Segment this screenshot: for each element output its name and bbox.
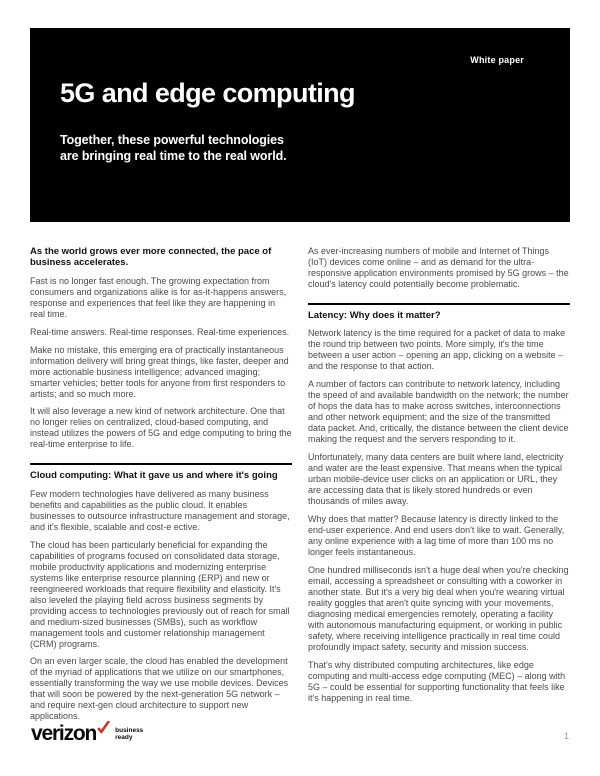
section-divider	[308, 303, 570, 305]
section-heading: Cloud computing: What it gave us and where it's going	[30, 470, 278, 482]
paragraph: Network latency is the time required for a packet of data to make the round trip between two points. More simply, it's the time between a user action – opening an app, clicking on a website – and the response to that action.	[308, 328, 566, 372]
verizon-checkmark-icon	[97, 721, 110, 734]
verizon-logo	[31, 723, 143, 744]
verizon-wordmark: verizon	[31, 722, 97, 745]
tagline-line-1: business	[115, 727, 144, 734]
page-number: 1	[563, 731, 569, 741]
right-column	[308, 246, 570, 729]
paragraph: The cloud has been particularly beneficial for expanding the capabilities of programs focused on consolidated data storage, mobile productivity applications and modernizing enterprise systems like enterprise resource planning (ERP) and new or reengineered workloads that require flexibility and elasticity. It's also leveled the playing field across business segments by providing access to technologies previously out of reach for small and medium-sized businesses (SMBs), such as workflow management tools and customer relationship management (CRM) programs.	[30, 539, 290, 649]
paragraph: Make no mistake, this emerging era of practically instantaneous information delivery will bring great things, like faster, deeper and more actionable business intelligence; advanced imaging; smarter vehicles; better tools for anyone from first responders to artists; and so much more.	[30, 344, 289, 399]
subtitle-line-2: are bringing real time to the real world.	[60, 148, 287, 163]
paragraph: Real-time answers. Real-time responses. Real-time experiences.	[30, 326, 290, 337]
hero-header	[30, 28, 570, 222]
paragraph: A number of factors can contribute to network latency, including the speed of and available bandwidth on the network; the number of hops the data has to make across switches, interconnections and other network equipment; and the size of the transmitted data packet. And, critically, the distance between the client device making the request and the servers responding to it.	[308, 379, 569, 445]
paragraph: On an even larger scale, the cloud has enabled the development of the myriad of applications that we utilize on our smartphones, essentially transforming the way we use mobile devices. Devices that will soon be powered by the next-generation 5G network – and require next-gen cloud architecture to support new applications.	[30, 656, 289, 722]
paragraph: It will also leverage a new kind of network architecture. One that no longer relies on centralized, cloud-based computing, and instead utilizes the powers of 5G and edge computing to bring the real-time enterprise to life.	[30, 406, 292, 450]
document-title: 5G and edge computing	[60, 78, 355, 108]
paragraph: One hundred milliseconds isn't a huge deal when you're checking email, accessing a spreadsheet or consulting with a coworker in another state. But it's a very big deal when you're wearing virtual reality goggles that aren't quite syncing with your movements, diagnosing medical emergencies remotely, operating a facility with autonomous manufacturing equipment, or working in public safety, where receiving intelligence practically in real time could profoundly impact safety, security and mission success.	[308, 564, 569, 652]
paragraph: Fast is no longer fast enough. The growing expectation from consumers and organizations alike is for as-it-happens answers, response and experiences that feel like they are happening in real time.	[30, 275, 287, 319]
section-latency	[308, 303, 570, 704]
paragraph: Few modern technologies have delivered as many business benefits and capabilities as the public cloud. It enables businesses to outsource infrastructure management and storage, and it's flexible, scalable and cost-e ective.	[30, 488, 290, 532]
left-column	[30, 246, 292, 729]
paragraph: That's why distributed computing architectures, like edge computing and multi-access edge computing (MEC) – along with 5G – could be essential for supporting functionality that feels like it's happening in real time.	[308, 659, 566, 703]
paragraph: Unfortunately, many data centers are built where land, electricity and water are the least expensive. That means when the typical urban mobile-device user clicks on an application or URL, they are accessing data that is likely stored hundreds or even thousands of miles away.	[308, 452, 564, 507]
white-paper-label: White paper	[470, 55, 524, 65]
section-cloud-computing	[30, 463, 292, 722]
paragraph: As ever-increasing numbers of mobile and Internet of Things (IoT) devices come online – and as demand for the ultra-responsive application environments promised by 5G grows – the cloud's latency could potentially become problematic.	[308, 246, 569, 289]
section-heading: Latency: Why does it matter?	[308, 309, 441, 321]
document-subtitle	[60, 133, 287, 165]
logo-tagline	[115, 727, 143, 741]
body-columns	[30, 246, 570, 729]
paragraph: Why does that matter? Because latency is directly linked to the end-user experience. And end users don't like to wait. Generally, any online experience with a lag time of more than 100 ms no longer feels instantaneous.	[308, 513, 565, 557]
tagline-line-2: ready	[115, 734, 133, 742]
subtitle-line-1: Together, these powerful technologies	[60, 133, 284, 147]
section-divider	[30, 463, 292, 465]
intro-heading: As the world grows ever more connected, the pace of business accelerates.	[30, 246, 272, 269]
